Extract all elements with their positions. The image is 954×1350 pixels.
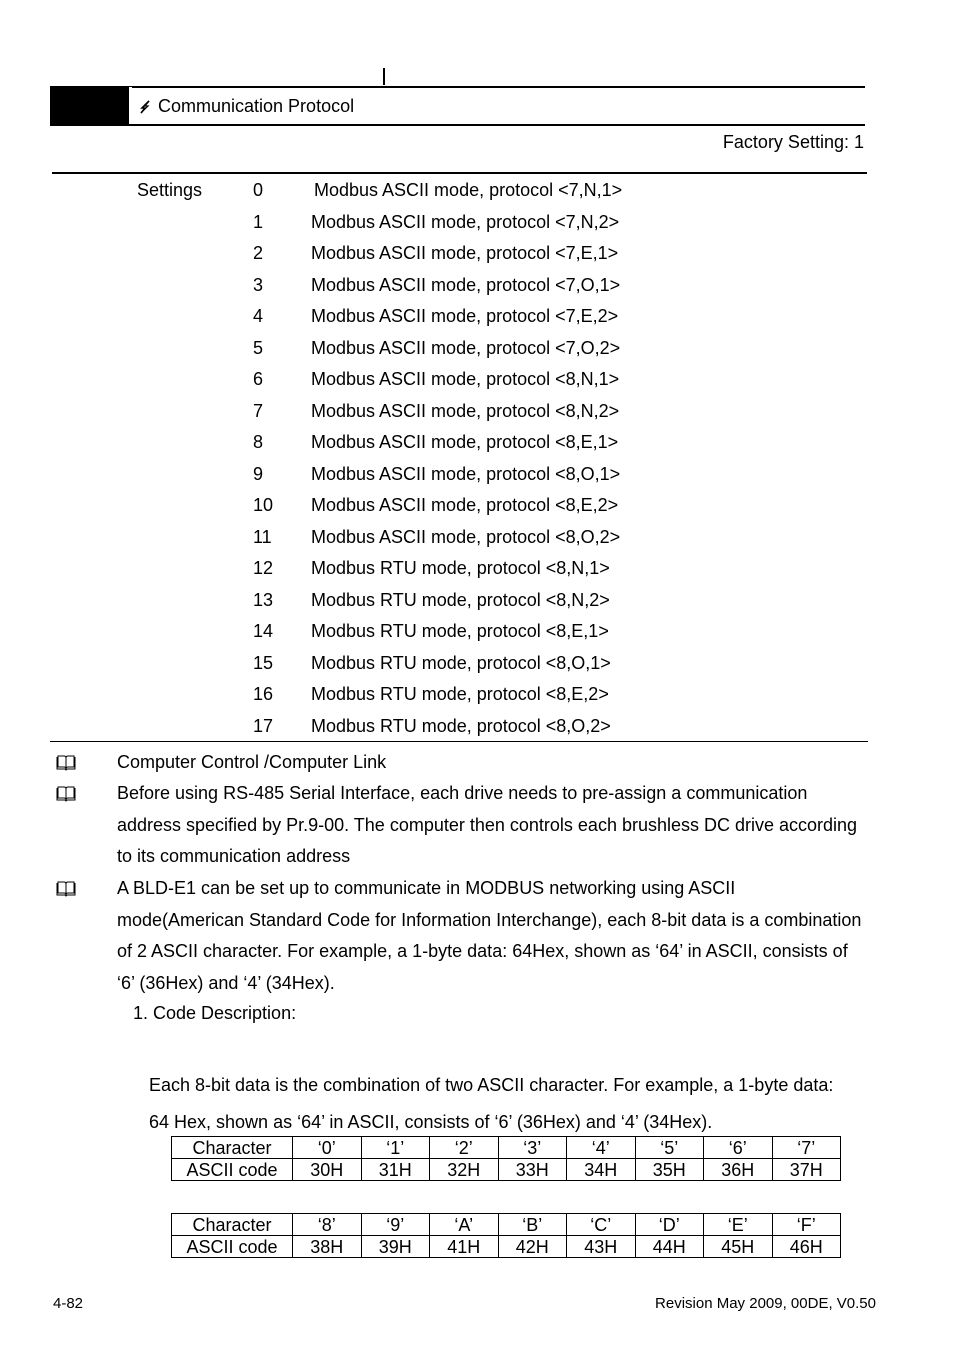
parameter-title-text: Communication Protocol	[158, 96, 355, 116]
settings-bottom-rule	[50, 741, 868, 742]
open-book-icon	[56, 755, 76, 771]
note-text-line: of 2 ASCII character. For example, a 1-byte data: 64Hex, shown as ‘64’ in ASCII, consists of	[117, 941, 848, 961]
header-bottom-rule	[50, 124, 865, 126]
lightning-bolt-icon	[138, 100, 152, 114]
table-row-character	[172, 1214, 841, 1236]
header-tick-divider	[383, 68, 385, 85]
table-cell: ‘4’	[567, 1137, 636, 1159]
code-description-heading: 1. Code Description:	[133, 1003, 297, 1023]
note-text-line: Computer Control /Computer Link	[117, 752, 387, 772]
table-cell: ‘8’	[293, 1214, 362, 1236]
table-cell: ‘9’	[361, 1214, 430, 1236]
table-cell: ‘C’	[567, 1214, 636, 1236]
row-label-ascii-code: ASCII code	[172, 1159, 293, 1181]
settings-description: Modbus RTU mode, protocol <8,N,1>	[311, 558, 610, 578]
settings-value: 17	[253, 715, 274, 736]
factory-setting: Factory Setting: 1	[722, 132, 864, 152]
table-cell: 37H	[772, 1159, 841, 1181]
note-text-line: ‘6’ (36Hex) and ‘4’ (34Hex).	[117, 972, 335, 993]
settings-label: Settings	[137, 180, 203, 200]
settings-description: Modbus RTU mode, protocol <8,E,2>	[311, 684, 609, 704]
revision-info: Revision May 2009, 00DE, V0.50	[655, 1295, 876, 1312]
table-cell: ‘E’	[704, 1214, 773, 1236]
table-cell: 41H	[430, 1236, 499, 1258]
settings-value: 2	[253, 243, 264, 263]
settings-description: Modbus ASCII mode, protocol <7,O,1>	[311, 274, 621, 295]
table-cell: 35H	[635, 1159, 704, 1181]
settings-value: 13	[253, 589, 274, 610]
settings-description: Modbus RTU mode, protocol <8,O,2>	[311, 715, 611, 736]
note-text-line: A BLD-E1 can be set up to communicate in MODBUS networking using ASCII	[117, 878, 736, 898]
table-cell: ‘2’	[430, 1137, 499, 1159]
note-text-line: Before using RS-485 Serial Interface, each drive needs to pre-assign a communication	[117, 783, 808, 803]
settings-value: 1	[253, 211, 264, 232]
settings-description: Modbus RTU mode, protocol <8,N,2>	[311, 589, 610, 610]
table-cell: ‘1’	[361, 1137, 430, 1159]
settings-value: 6	[253, 369, 264, 389]
settings-description: Modbus ASCII mode, protocol <8,O,2>	[311, 526, 621, 547]
table-cell: ‘6’	[704, 1137, 773, 1159]
code-description-line-1: Each 8-bit data is the combination of two ASCII character. For example, a 1-byte data:	[149, 1075, 834, 1095]
table-cell: 36H	[704, 1159, 773, 1181]
settings-description: Modbus ASCII mode, protocol <7,O,2>	[311, 337, 621, 358]
open-book-icon	[56, 786, 76, 802]
ascii-table-8-f	[171, 1213, 841, 1258]
settings-description: Modbus ASCII mode, protocol <8,E,2>	[311, 495, 619, 515]
settings-value: 10	[253, 495, 274, 515]
settings-value: 9	[253, 463, 264, 484]
table-cell: 34H	[567, 1159, 636, 1181]
settings-value: 12	[253, 558, 274, 578]
table-cell: 46H	[772, 1236, 841, 1258]
settings-description: Modbus ASCII mode, protocol <8,N,1>	[311, 369, 620, 389]
ascii-table-0-7	[171, 1136, 841, 1181]
settings-description: Modbus RTU mode, protocol <8,O,1>	[311, 652, 611, 673]
table-cell: 31H	[361, 1159, 430, 1181]
settings-description: Modbus ASCII mode, protocol <7,N,2>	[311, 211, 620, 232]
row-label-ascii-code: ASCII code	[172, 1236, 293, 1258]
page-number: 4-82	[53, 1295, 84, 1312]
settings-description: Modbus ASCII mode, protocol <7,E,1>	[311, 243, 619, 263]
table-cell: ‘A’	[430, 1214, 499, 1236]
table-cell: 39H	[361, 1236, 430, 1258]
table-cell: ‘0’	[293, 1137, 362, 1159]
settings-value: 3	[253, 274, 264, 295]
settings-description: Modbus RTU mode, protocol <8,E,1>	[311, 621, 609, 641]
settings-description: Modbus ASCII mode, protocol <7,E,2>	[311, 306, 619, 326]
row-label-character: Character	[172, 1214, 293, 1236]
settings-top-rule	[52, 172, 867, 174]
table-row-character	[172, 1137, 841, 1159]
table-cell: ‘D’	[635, 1214, 704, 1236]
settings-value: 5	[253, 337, 264, 358]
table-cell: ‘7’	[772, 1137, 841, 1159]
settings-value: 7	[253, 400, 264, 421]
settings-description: Modbus ASCII mode, protocol <8,O,1>	[311, 463, 621, 484]
header-black-block	[50, 87, 130, 125]
table-cell: 43H	[567, 1236, 636, 1258]
code-description-line-2: 64 Hex, shown as ‘64’ in ASCII, consists of ‘6’ (36Hex) and ‘4’ (34Hex).	[149, 1112, 713, 1132]
table-cell: 38H	[293, 1236, 362, 1258]
settings-value: 14	[253, 621, 274, 641]
table-cell: ‘F’	[772, 1214, 841, 1236]
header-top-rule	[50, 86, 865, 88]
settings-value: 11	[253, 526, 272, 547]
note-text-line: mode(American Standard Code for Information Interchange), each 8-bit data is a combination	[117, 909, 862, 930]
table-row-ascii-code	[172, 1236, 841, 1258]
table-cell: 42H	[498, 1236, 567, 1258]
table-cell: 33H	[498, 1159, 567, 1181]
table-cell: ‘5’	[635, 1137, 704, 1159]
table-cell: ‘3’	[498, 1137, 567, 1159]
settings-description: Modbus ASCII mode, protocol <8,E,1>	[311, 432, 619, 452]
open-book-icon	[56, 881, 76, 897]
table-cell: ‘B’	[498, 1214, 567, 1236]
table-cell: 30H	[293, 1159, 362, 1181]
table-cell: 44H	[635, 1236, 704, 1258]
parameter-title	[138, 96, 354, 117]
settings-description: Modbus ASCII mode, protocol <7,N,1>	[314, 180, 623, 200]
settings-description: Modbus ASCII mode, protocol <8,N,2>	[311, 400, 620, 421]
settings-value: 4	[253, 306, 264, 326]
note-text-line: to its communication address	[117, 846, 351, 866]
table-cell: 32H	[430, 1159, 499, 1181]
row-label-character: Character	[172, 1137, 293, 1159]
table-cell: 45H	[704, 1236, 773, 1258]
settings-value: 16	[253, 684, 274, 704]
header-separator	[129, 87, 132, 125]
settings-value: 8	[253, 432, 264, 452]
note-text-line: address specified by Pr.9-00. The computer then controls each brushless DC drive according	[117, 814, 858, 835]
table-row-ascii-code	[172, 1159, 841, 1181]
settings-value: 15	[253, 652, 274, 673]
settings-value: 0	[253, 180, 264, 200]
